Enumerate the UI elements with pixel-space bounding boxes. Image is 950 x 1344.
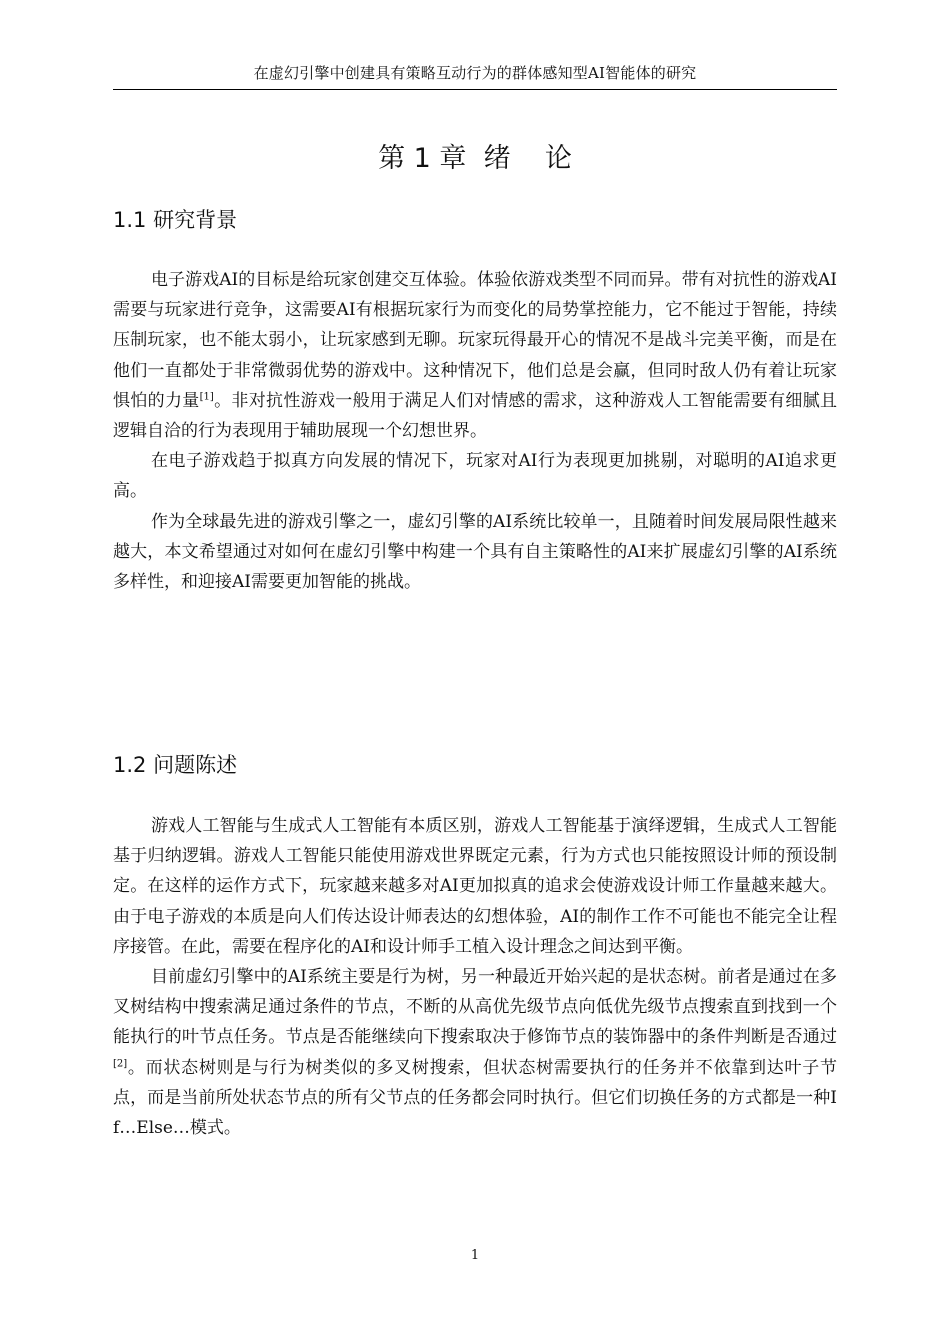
paragraph [113, 446, 837, 506]
section-body-background [113, 265, 837, 597]
paragraph-text: 作为全球最先进的游戏引擎之一，虚幻引擎的AI系统比较单一，且随着时间发展局限性越来越大，本文希望通过对如何在虚幻引擎中构建一个具有自主策略性的AI来扩展虚幻引擎的AI系统多样性，和迎接AI需要更加智能的挑战。 [113, 511, 837, 593]
citation: [1] [199, 391, 214, 403]
citation: [2] [113, 1057, 128, 1069]
running-header: 在虚幻引擎中创建具有策略互动行为的群体感知型AI智能体的研究 [253, 64, 697, 82]
page-number: 1 [470, 1248, 480, 1263]
header-rule [113, 89, 837, 90]
section-heading-problem: 1.2 问题陈述 [113, 753, 238, 777]
paragraph [113, 962, 837, 1143]
paragraph-text: 目前虚幻引擎中的AI系统主要是行为树，另一种最近开始兴起的是状态树。前者是通过在多叉树结构中搜索满足通过条件的节点，不断的从高优先级节点向低优先级节点搜索直到找到一个能执行的叶节点任务。节点是否能继续向下搜索取决于修饰节点的装饰器中的条件判断是否通过 [113, 967, 837, 1048]
section-heading-background: 1.1 研究背景 [113, 208, 238, 232]
paragraph [113, 507, 837, 598]
chapter-title: 第 1 章 绪 论 [378, 143, 572, 174]
paragraph-text: 游戏人工智能与生成式人工智能有本质区别，游戏人工智能基于演绎逻辑，生成式人工智能基于归纳逻辑。游戏人工智能只能使用游戏世界既定元素，行为方式也只能按照设计师的预设制定。在这样的运作方式下，玩家越来越多对AI更加拟真的追求会使游戏设计师工作量越来越大。由于电子游戏的本质是向人们传达设计师表达的幻想体验，AI的制作工作不可能也不能完全让程序接管。在此，需要在程序化的AI和设计师手工植入设计理念之间达到平衡。 [113, 816, 837, 957]
paragraph [113, 811, 837, 962]
paragraph-text: 电子游戏AI的目标是给玩家创建交互体验。体验依游戏类型不同而异。带有对抗性的游戏AI需要与玩家进行竞争，这需要AI有根据玩家行为而变化的局势掌控能力，它不能过于智能，持续压制玩家，也不能太弱小，让玩家感到无聊。玩家玩得最开心的情况不是战斗完美平衡，而是在他们一直都处于非常微弱优势的游戏中。这种情况下，他们总是会赢，但同时敌人仍有着让玩家惧怕的力量 [113, 270, 837, 411]
paragraph [113, 265, 837, 446]
paragraph-text: 。而状态树则是与行为树类似的多叉树搜索，但状态树需要执行的任务并不依靠到达叶子节点，而是当前所处状态节点的所有父节点的任务都会同时执行。但它们切换任务的方式都是一种If…Else…模式。 [113, 1057, 837, 1139]
paragraph-text: 在电子游戏趋于拟真方向发展的情况下，玩家对AI行为表现更加挑剔，对聪明的AI追求更高。 [113, 451, 837, 502]
section-body-problem [113, 811, 837, 1143]
paragraph-text: 。非对抗性游戏一般用于满足人们对情感的需求，这种游戏人工智能需要有细腻且逻辑自洽的行为表现用于辅助展现一个幻想世界。 [113, 390, 838, 442]
